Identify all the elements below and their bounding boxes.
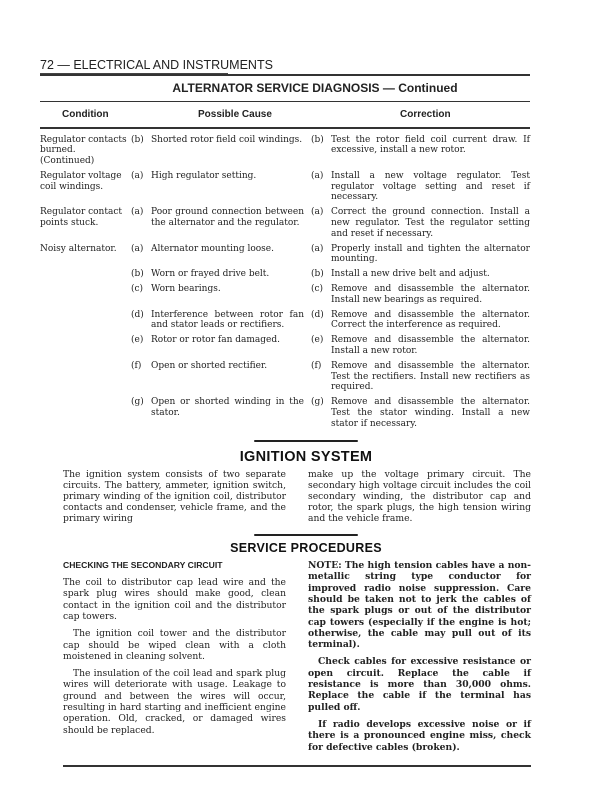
cause-item [131, 310, 304, 332]
correction-item [311, 335, 530, 357]
cause-cell [128, 397, 304, 429]
condition-cell [40, 397, 128, 429]
cause-item [131, 335, 304, 346]
correction-cell [304, 269, 530, 280]
condition-cell [40, 284, 128, 306]
item-label: (d) [131, 309, 144, 320]
correction-item [311, 310, 530, 332]
correction-item [311, 397, 530, 429]
item-label: (a) [131, 243, 144, 254]
item-label: (c) [311, 284, 324, 295]
correction-cell [304, 310, 530, 332]
item-label: (a) [311, 243, 324, 254]
item-text: Remove and disassemble the alternator. Install a new rotor. [331, 335, 530, 357]
paragraph: The insulation of the coil lead and spark plug wires will deteriorate with usage. Leakage to ground and between the wires will occur, resulting in hard starting and inefficient engine operation. Old, cracked, or damaged wires should be replaced. [63, 668, 286, 736]
cause-item [131, 269, 304, 280]
item-text: Shorted rotor field coil windings. [151, 134, 303, 145]
service-columns [63, 560, 531, 759]
item-text: Install a new voltage regulator. Test regulator voltage setting and reset if necessary. [331, 170, 530, 203]
table-title-main: ALTERNATOR SERVICE DIAGNOSIS [172, 80, 380, 95]
condition-cell [40, 269, 128, 280]
running-head-rule [40, 73, 228, 74]
item-text: Worn bearings. [151, 284, 221, 295]
column-header-condition: Condition [62, 109, 109, 120]
table-body-rule [40, 127, 530, 129]
condition-cell [40, 310, 128, 332]
cause-item [131, 244, 304, 255]
paragraph: The ignition coil tower and the distributor cap should be wiped clean with a cloth moistened in cleaning solvent. [63, 628, 286, 662]
item-label: (g) [131, 397, 144, 408]
subheading: CHECKING THE SECONDARY CIRCUIT [63, 560, 223, 571]
table-row [40, 335, 530, 357]
item-text: Interference between rotor fan and stator leads or rectifiers. [151, 309, 304, 331]
correction-cell [304, 397, 530, 429]
ignition-columns [63, 466, 531, 524]
correction-item [311, 244, 530, 266]
item-label: (a) [131, 170, 144, 181]
cause-cell [128, 207, 304, 239]
correction-item [311, 361, 530, 393]
item-label: (a) [311, 207, 324, 218]
cause-cell [128, 335, 304, 357]
diagnosis-table [40, 135, 530, 430]
condition-cell: Noisy alternator. [40, 243, 117, 254]
condition-cell: Regulator contacts burned. (Continued) [40, 134, 127, 167]
table-row [40, 135, 530, 167]
item-text: Open or shorted rectifier. [151, 360, 268, 371]
condition-cell: Regulator voltage coil windings. [40, 170, 122, 192]
item-label: (a) [131, 207, 144, 218]
section-rule [254, 534, 358, 536]
item-label: (f) [131, 360, 142, 371]
cause-cell [128, 310, 304, 332]
item-label: (e) [311, 335, 324, 346]
item-text: Remove and disassemble the alternator. Test the stator winding. Install a new stator if necessary. [331, 397, 530, 429]
table-row [40, 361, 530, 393]
column-header-cause: Possible Cause [198, 109, 272, 120]
correction-cell [304, 207, 530, 239]
table-row [40, 269, 530, 280]
ignition-text-left: The ignition system consists of two separate circuits. The battery, ammeter, ignition switch, primary winding of the ignition coil, distributor contacts and condenser, vehicle frame, and the primary wiring [63, 468, 286, 524]
correction-item [311, 269, 530, 280]
correction-cell [304, 335, 530, 357]
condition-cell [40, 335, 128, 357]
table-title-suffix: — Continued [379, 80, 458, 95]
section-title-ignition: IGNITION SYSTEM [239, 448, 373, 465]
correction-cell [304, 135, 530, 167]
item-label: (e) [131, 335, 144, 346]
item-text: Worn or frayed drive belt. [151, 269, 270, 280]
condition-cell [40, 361, 128, 393]
item-text: High regulator setting. [151, 170, 257, 181]
table-row [40, 244, 530, 266]
cause-cell [128, 284, 304, 306]
correction-cell [304, 171, 530, 203]
item-text: Correct the ground connection. Install a new regulator. Test the regulator setting and reset if necessary. [331, 207, 530, 239]
column-header-correction: Correction [400, 109, 451, 120]
ignition-text-right: make up the voltage primary circuit. The secondary high voltage circuit includes the coil secondary winding, the distributor cap and rotor, the spark plugs, the high tension wiring and the vehicle frame. [308, 468, 531, 524]
cause-item [131, 135, 304, 146]
item-label: (b) [131, 269, 144, 280]
table-row [40, 284, 530, 306]
item-text: Open or shorted winding in the stator. [151, 397, 304, 419]
item-text: Install a new drive belt and adjust. [331, 269, 490, 280]
cause-cell [128, 171, 304, 203]
cause-item [131, 397, 304, 419]
item-text: Remove and disassemble the alternator. Test the rectifiers. Install new rectifiers as required. [331, 360, 530, 393]
table-row [40, 310, 530, 332]
paragraph: Check cables for excessive resistance or open circuit. Replace the cable if resistance is more than 30,000 ohms. Replace the cable if the terminal has pulled off. [308, 656, 531, 713]
table-row [40, 207, 530, 239]
table-row [40, 397, 530, 429]
cause-cell [128, 244, 304, 266]
note-paragraph: NOTE: The high tension cables have a non-metallic string type conductor for improved radio noise suppression. Care should be taken not to jerk the cables of the spark plugs or out of the distributor cap towers (especially if the engine is hot; otherwise, the cable may pull out of its terminal). [308, 560, 531, 651]
table-row [40, 171, 530, 203]
table-column-headers [40, 102, 530, 127]
item-label: (f) [311, 360, 322, 371]
section-title-service: SERVICE PROCEDURES [230, 541, 382, 556]
item-label: (c) [131, 284, 144, 295]
correction-item [311, 284, 530, 306]
item-text: Properly install and tighten the alternator mounting. [331, 243, 530, 265]
item-label: (a) [311, 170, 324, 181]
correction-item [311, 207, 530, 239]
item-label: (g) [311, 397, 324, 408]
item-label: (d) [311, 309, 324, 320]
item-text: Remove and disassemble the alternator. Correct the interference as required. [331, 309, 530, 331]
correction-item [311, 171, 530, 203]
correction-cell [304, 361, 530, 393]
item-label: (b) [311, 269, 324, 280]
cause-item [131, 284, 304, 295]
item-text: Remove and disassemble the alternator. Install new bearings as required. [331, 284, 530, 305]
item-text: Rotor or rotor fan damaged. [151, 335, 280, 346]
item-text: Test the rotor field coil current draw. If excessive, install a new rotor. [331, 134, 530, 156]
cause-cell [128, 135, 304, 167]
cause-cell [128, 361, 304, 393]
cause-item [131, 207, 304, 229]
paragraph: If radio develops excessive noise or if there is a pronounced engine miss, check for defective cables (broken). [308, 718, 531, 753]
running-head: 72 — ELECTRICAL AND INSTRUMENTS [40, 58, 273, 72]
item-label: (b) [311, 134, 324, 145]
item-label: (b) [131, 134, 144, 145]
correction-cell [304, 284, 530, 306]
cause-item [131, 361, 304, 372]
cause-item [131, 171, 304, 182]
service-column-right [308, 560, 531, 759]
service-column-left [63, 560, 286, 759]
running-head-block [40, 58, 530, 74]
footer-rule [63, 765, 531, 767]
correction-item [311, 135, 530, 157]
item-text: Alternator mounting loose. [151, 243, 274, 254]
paragraph: The coil to distributor cap lead wire and the spark plug wires should make good, clean contact in the ignition coil and the distributor cap towers. [63, 577, 286, 622]
section-rule [254, 440, 358, 442]
cause-cell [128, 269, 304, 280]
item-text: Poor ground connection between the alternator and the regulator. [151, 207, 304, 229]
table-title [40, 76, 530, 101]
correction-cell [304, 244, 530, 266]
condition-cell: Regulator contact points stuck. [40, 207, 122, 229]
